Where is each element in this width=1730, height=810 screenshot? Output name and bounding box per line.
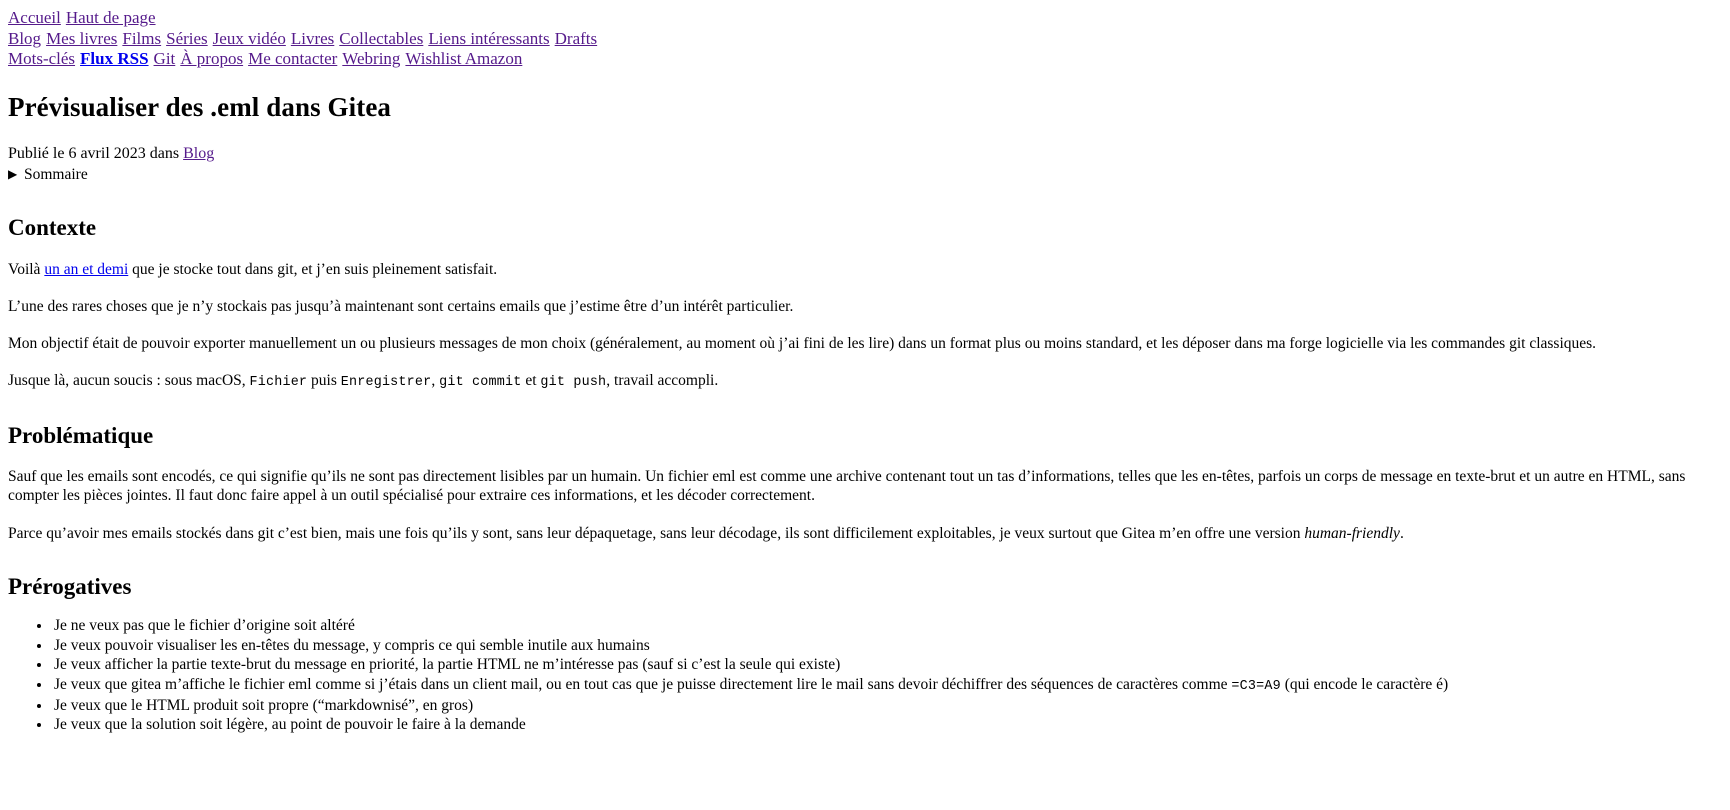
post-category-link[interactable]: Blog (183, 144, 215, 162)
nav-link-liens-interessants[interactable]: Liens intéressants (428, 28, 550, 48)
list-item: • Je veux pouvoir visualiser les en-têtes du message, y compris ce qui semble inutile aux humains (52, 636, 1720, 655)
nav-link-mes-livres[interactable]: Mes livres (46, 28, 118, 48)
nav-link-haut-de-page[interactable]: Haut de page (65, 8, 156, 27)
text-segment-c: , (431, 372, 440, 390)
text-segment-b: . (1399, 524, 1404, 542)
nav-link-mots-cles[interactable]: Mots-clés (8, 49, 76, 68)
heading-problematique: Problématique (8, 422, 154, 448)
nav-row-primary (8, 8, 1720, 29)
code-git-push: git push (540, 375, 607, 391)
nav-link-jeux-video[interactable]: Jeux vidéo (212, 28, 286, 48)
list-item: • Je veux afficher la partie texte-brut du message en priorité, la partie HTML ne m’intéresse pas (sauf si c’est la seule qui existe) (52, 655, 1720, 674)
text-segment-a: Je veux que gitea m’affiche le fichier eml comme si j’étais dans un client mail, ou en tout cas que je puisse directement lire le mail sans devoir déchiffrer des séquences de caractères comme (54, 675, 1232, 693)
nav-link-accueil[interactable]: Accueil (8, 8, 61, 27)
code-fichier: Fichier (249, 375, 308, 391)
paragraph-contexte-3: Mon objectif était de pouvoir exporter manuellement un ou plusieurs messages de mon choix (généralement, au moment où j’ai fini de les lire) dans un format plus ou moins standard, et les déposer dans ma forge logicielle via les commandes git classiques. (8, 334, 1597, 352)
text-segment-b: puis (307, 372, 341, 390)
post-meta (8, 144, 1720, 163)
nav-link-me-contacter[interactable]: Me contacter (248, 49, 338, 68)
text-segment-a: Jusque là, aucun soucis : sous macOS, (8, 372, 250, 390)
text-segment-b: (qui encode le caractère é) (1280, 675, 1449, 693)
nav-row-sections (8, 29, 1720, 50)
prerogatives-list (8, 616, 1720, 734)
code-enregistrer: Enregistrer (340, 375, 432, 391)
nav-link-drafts[interactable]: Drafts (554, 28, 598, 48)
paragraph-contexte-2: L’une des rares choses que je n’y stockais pas jusqu’à maintenant sont certains emails que j’estime être d’un intérêt particulier. (8, 297, 794, 315)
text-segment-e: , travail accompli. (606, 372, 719, 390)
post-date-text: Publié le 6 avril 2023 dans (8, 144, 184, 162)
list-item: • Je veux que le HTML produit soit propre (“markdownisé”, en gros) (52, 696, 1720, 715)
table-of-contents[interactable] (8, 165, 1720, 184)
list-item: • Je veux que la solution soit légère, au point de pouvoir le faire à la demande (52, 715, 1720, 734)
inline-link-un-an-et-demi[interactable]: un an et demi (44, 260, 129, 278)
site-navigation (8, 8, 1720, 70)
paragraph-problematique-2 (8, 524, 1720, 543)
nav-link-livres[interactable]: Livres (290, 28, 335, 48)
nav-link-a-propos[interactable]: À propos (180, 49, 244, 68)
text-before-link: Voilà (8, 260, 45, 278)
text-segment-a: Parce qu’avoir mes emails stockés dans git c’est bien, mais une fois qu’ils y sont, sans leur dépaquetage, sans leur décodage, ils sont difficilement exploitables, je veux surtout que Gitea m’en offre une version (8, 524, 1305, 542)
nav-link-collectables[interactable]: Collectables (339, 28, 424, 48)
nav-row-meta (8, 49, 1720, 70)
nav-link-git[interactable]: Git (153, 49, 176, 68)
toc-label: Sommaire (24, 165, 88, 183)
page-title: Prévisualiser des .eml dans Gitea (8, 91, 392, 122)
nav-link-webring[interactable]: Webring (342, 49, 401, 68)
paragraph-problematique-1: Sauf que les emails sont encodés, ce qui signifie qu’ils ne sont pas directement lisibles par un humain. Un fichier eml est comme une archive contenant tout un tas d’informations, telles que les en-têtes, parfois un corps de message en texte-brut et un autre en HTML, sans compter les pièces jointes. Il faut donc faire appel à un outil spécialisé pour extraire ces informations, et les décoder correctement. (8, 468, 1686, 505)
code-quoted-printable: =C3=A9 (1231, 678, 1281, 694)
list-item (52, 675, 1720, 696)
paragraph-contexte-1 (8, 260, 1720, 279)
emphasis-human-friendly: human-friendly (1304, 524, 1400, 542)
nav-link-blog[interactable]: Blog (8, 28, 42, 48)
text-segment-d: et (521, 372, 541, 390)
chevron-right-icon: ▶ (8, 166, 18, 181)
toc-summary[interactable] (8, 165, 1720, 184)
nav-link-flux-rss[interactable]: Flux RSS (80, 49, 149, 68)
heading-contexte: Contexte (8, 215, 97, 241)
paragraph-contexte-4 (8, 371, 1720, 392)
nav-link-series[interactable]: Séries (166, 28, 208, 48)
heading-prerogatives: Prérogatives (8, 573, 132, 599)
text-after-link: que je stocke tout dans git, et j’en suis pleinement satisfait. (128, 260, 498, 278)
list-item: • Je ne veux pas que le fichier d’origine soit altéré (52, 616, 1720, 635)
nav-link-wishlist-amazon[interactable]: Wishlist Amazon (405, 49, 523, 68)
code-git-commit: git commit (439, 375, 522, 391)
nav-link-films[interactable]: Films (122, 28, 162, 48)
